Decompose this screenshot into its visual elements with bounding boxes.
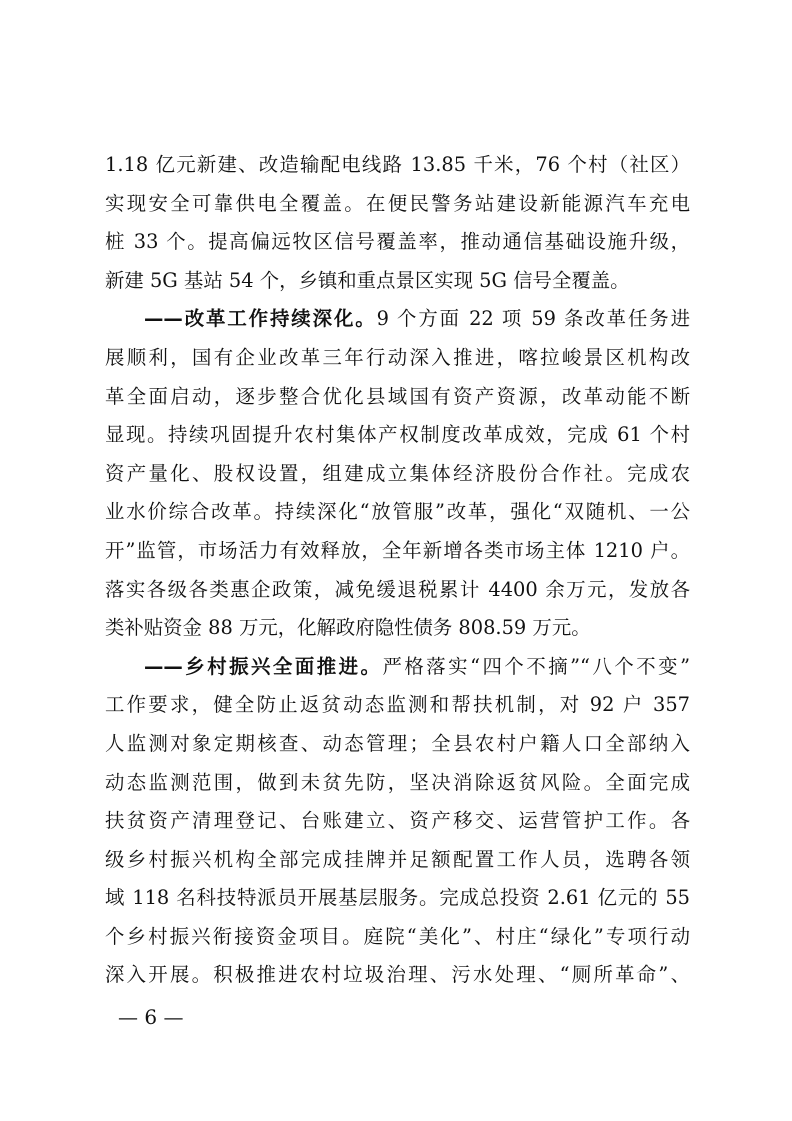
text-line: 人监测对象定期核查、动态管理；全县农村户籍人口全部纳入 xyxy=(105,731,690,755)
text-line xyxy=(105,300,690,339)
text-line: 深入开展。积极推进农村垃圾治理、污水处理、“厕所革命”、 xyxy=(105,963,690,987)
text-line: 革全面启动，逐步整合优化县域国有资产资源，改革动能不断 xyxy=(105,384,690,408)
text-line: 落实各级各类惠企政策，减免缓退税累计 4400 余万元，发放各 xyxy=(105,577,690,601)
text-line: 级乡村振兴机构全部完成挂牌并足额配置工作人员，选聘各领 xyxy=(105,847,690,871)
body-text xyxy=(105,146,690,995)
section-heading: ——乡村振兴全面推进。 xyxy=(144,654,383,678)
text-line: 扶贫资产清理登记、台账建立、资产移交、运营管护工作。各 xyxy=(105,809,690,833)
heading-rest-text: 9 个方面 22 项 59 条改革任务进 xyxy=(376,307,691,331)
text-line: 业水价综合改革。持续深化“放管服”改革，强化“双随机、一公 xyxy=(105,500,690,524)
text-line: 新建 5G 基站 54 个，乡镇和重点景区实现 5G 信号全覆盖。 xyxy=(105,268,630,292)
text-line: 域 118 名科技特派员开展基层服务。完成总投资 2.61 亿元的 55 xyxy=(105,886,690,910)
text-line: 个乡村振兴衔接资金项目。庭院“美化”、村庄“绿化”专项行动 xyxy=(105,924,690,948)
paragraph-infrastructure xyxy=(105,146,690,300)
section-heading: ——改革工作持续深化。 xyxy=(144,307,377,331)
text-line: 实现安全可靠供电全覆盖。在便民警务站建设新能源汽车充电 xyxy=(105,191,690,215)
paragraph-reform xyxy=(105,300,690,647)
page-number: — 6 — xyxy=(118,1005,184,1029)
paragraph-rural-revitalization xyxy=(105,648,690,995)
text-line: 展顺利，国有企业改革三年行动深入推进，喀拉峻景区机构改 xyxy=(105,345,690,369)
text-line: 开”监管，市场活力有效释放，全年新增各类市场主体 1210 户。 xyxy=(105,538,690,562)
text-line: 1.18 亿元新建、改造输配电线路 13.85 千米，76 个村（社区） xyxy=(105,153,690,176)
text-line: 显现。持续巩固提升农村集体产权制度改革成效，完成 61 个村 xyxy=(105,423,690,447)
text-line xyxy=(105,648,690,687)
text-line: 桩 33 个。提高偏远牧区信号覆盖率，推动通信基础设施升级， xyxy=(105,230,690,254)
text-line: 动态监测范围，做到未贫先防，坚决消除返贫风险。全面完成 xyxy=(105,770,690,794)
heading-rest-text: 严格落实“四个不摘”“八个不变” xyxy=(382,654,691,678)
text-line: 类补贴资金 88 万元，化解政府隐性债务 808.59 万元。 xyxy=(105,616,591,640)
text-line: 资产量化、股权设置，组建成立集体经济股份合作社。完成农 xyxy=(105,461,690,485)
text-line: 工作要求，健全防止返贫动态监测和帮扶机制，对 92 户 357 xyxy=(105,693,690,717)
